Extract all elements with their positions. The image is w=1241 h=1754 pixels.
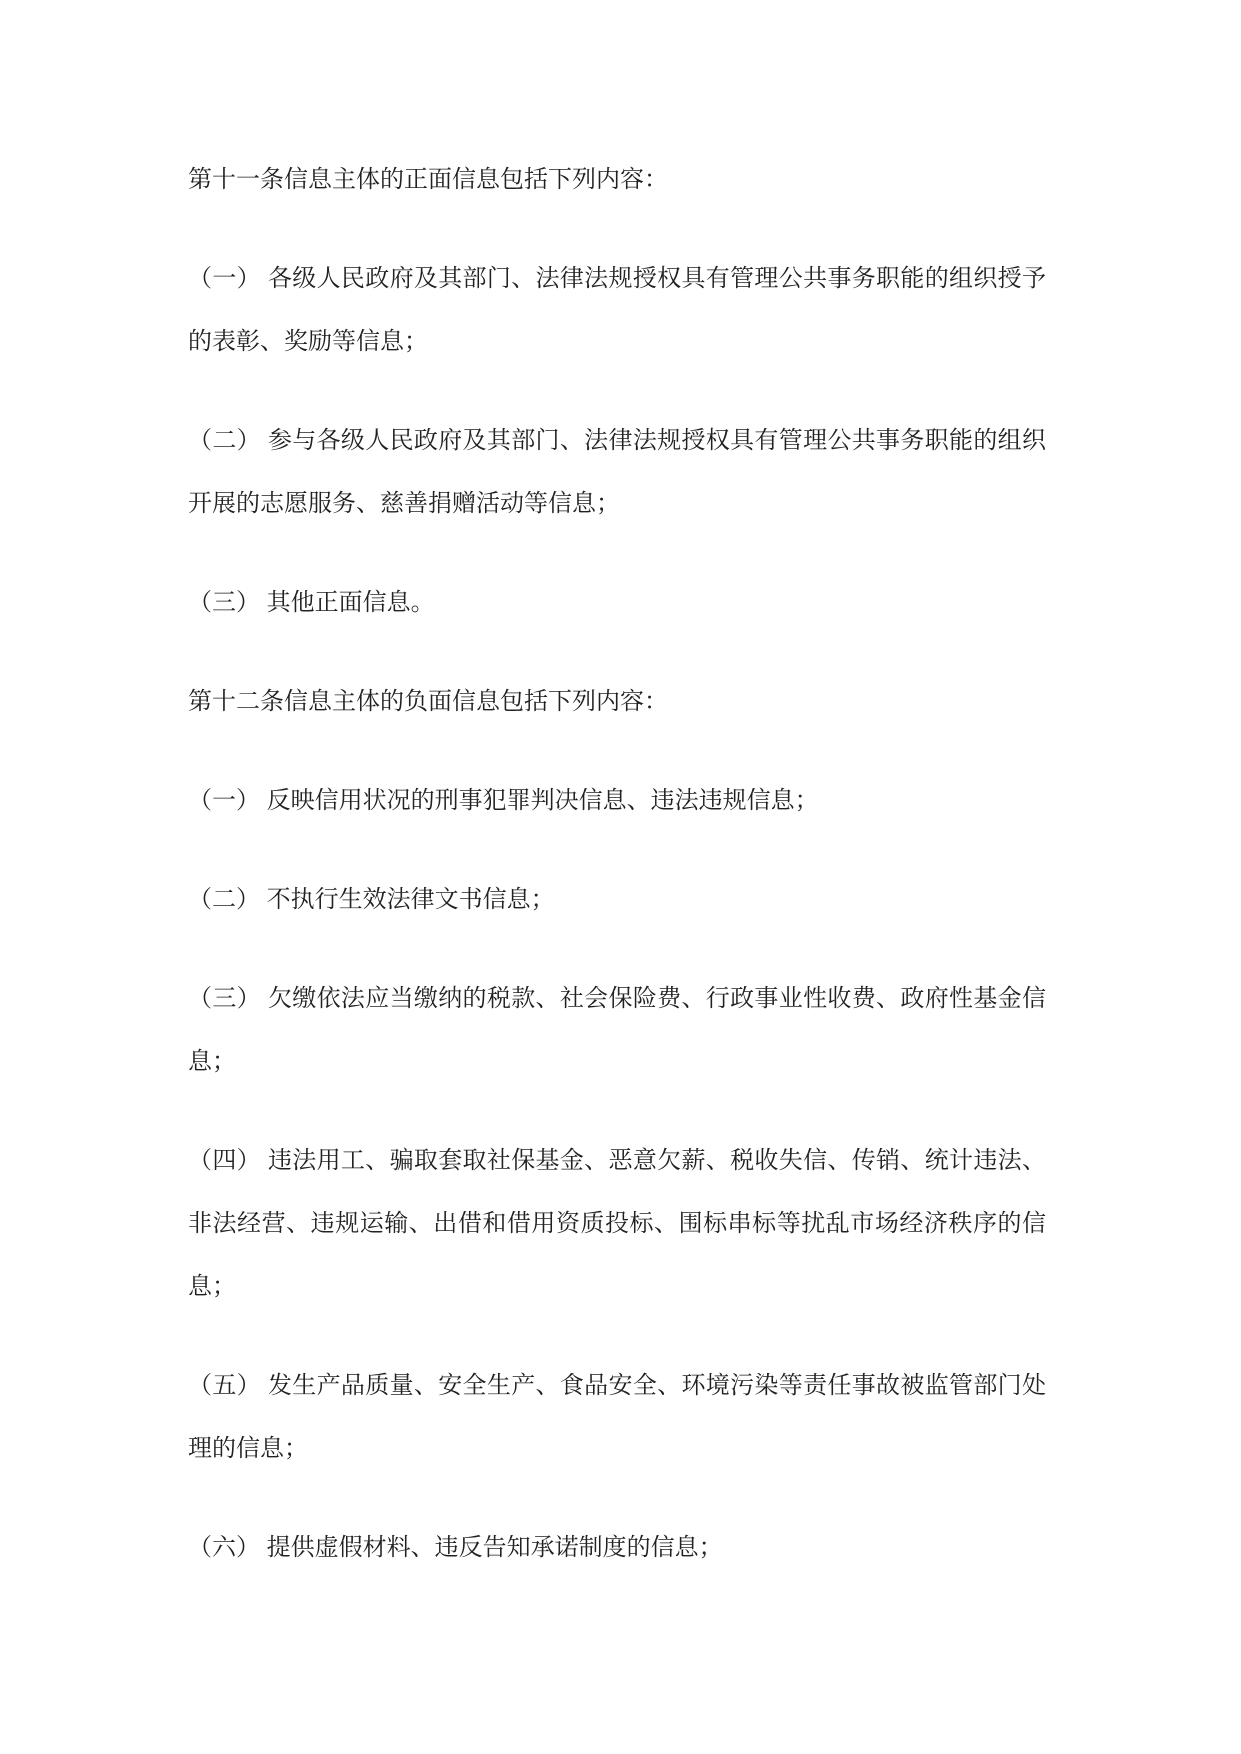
article-clause: （一） 各级人民政府及其部门、法律法规授权具有管理公共事务职能的组织授予的表彰、奖励等信息；	[188, 265, 1046, 355]
article-clause: （三） 欠缴依法应当缴纳的税款、社会保险费、行政事业性收费、政府性基金信息；	[188, 985, 1046, 1075]
article-clause: （一） 反映信用状况的刑事犯罪判决信息、违法违规信息；	[188, 787, 819, 814]
article-clause: （六） 提供虚假材料、违反告知承诺制度的信息；	[188, 1534, 723, 1561]
article-clause: （二） 参与各级人民政府及其部门、法律法规授权具有管理公共事务职能的组织开展的志愿服务、慈善捐赠活动等信息；	[188, 427, 1046, 517]
article-clause: （四） 违法用工、骗取套取社保基金、恶意欠薪、税收失信、传销、统计违法、非法经营、违规运输、出借和借用资质投标、围标串标等扰乱市场经济秩序的信息；	[188, 1147, 1046, 1300]
article-heading: 第十一条信息主体的正面信息包括下列内容：	[188, 166, 668, 193]
article-clause: （五） 发生产品质量、安全生产、食品安全、环境污染等责任事故被监管部门处理的信息；	[188, 1372, 1046, 1462]
article-clause: （三） 其他正面信息。	[188, 589, 435, 616]
article-clause: （二） 不执行生效法律文书信息；	[188, 886, 555, 913]
article-heading: 第十二条信息主体的负面信息包括下列内容：	[188, 688, 668, 715]
